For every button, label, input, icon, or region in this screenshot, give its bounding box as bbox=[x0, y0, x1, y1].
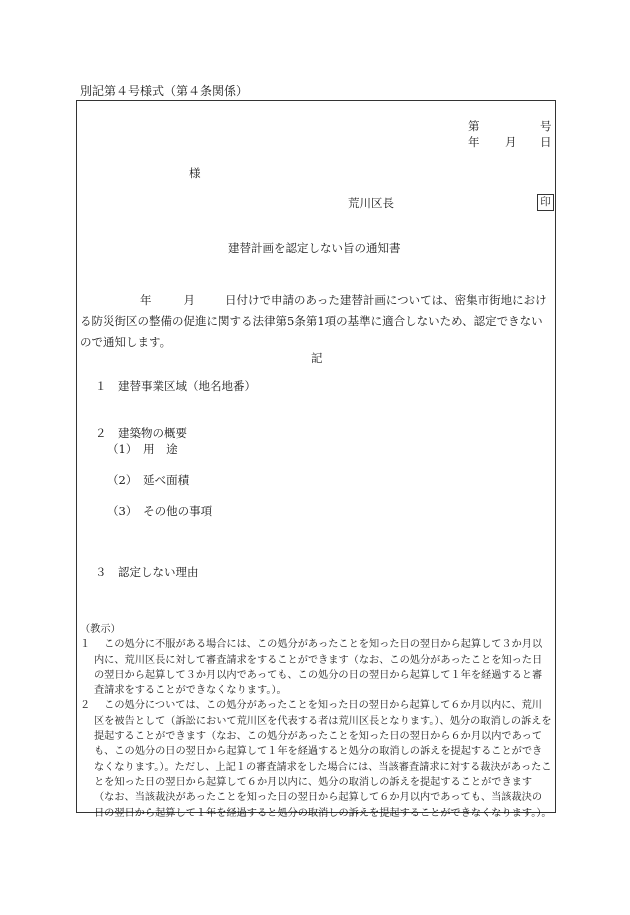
notes-heading: （教示） bbox=[80, 624, 121, 635]
item-2-sub-3: （3） その他の事項 bbox=[107, 504, 213, 518]
date-month: 月 bbox=[505, 135, 517, 149]
item-3: ３ 認定しない理由 bbox=[95, 565, 199, 579]
seal-stamp: 印 bbox=[537, 194, 554, 211]
body-year: 年 bbox=[140, 293, 152, 307]
date-day: 日 bbox=[540, 135, 552, 149]
item-2-sub-2: （2） 延べ面積 bbox=[107, 473, 190, 487]
date-year: 年 bbox=[468, 135, 480, 149]
note-text: この処分に不服がある場合には、この処分があったことを知った日の翌日から起算して３か月以内に、荒川区長に対して審査請求をすることができます（なお、この処分があったことを知った日の翌日から起算して３か月以内であっても、この処分の日の翌日から起算して１年を経過すると審査請求をすることができなくなります。）。 bbox=[94, 639, 543, 697]
note-number: ２ bbox=[80, 700, 91, 712]
note-text: この処分については、この処分があったことを知った日の翌日から起算して６か月以内に、荒川区を被告として（訴訟において荒川区を代表する者は荒川区長となります。）、処分の取消しの訴えを提起することができます（なお、この処分があったことを知った日の翌日から６か月以内であっても、この処分の日の翌日から起算して１年を経過すると処分の取消しの訴えを提起することができなくなります。）。ただし、上記１の審査請求をした場合には、当該審査請求に対する裁決があったことを知った日の翌日から起算して６か月以内に、処分の取消しの訴えを提起することができます（なお、当該裁決があったことを知った日の翌日から起算して６か月以内であっても、当該裁決の日の翌日から起算して１年を経過すると処分の取消しの訴えを提起することができなくなります。）。 bbox=[94, 700, 552, 819]
note-item bbox=[80, 698, 552, 820]
addressee-sama: 様 bbox=[189, 166, 201, 180]
sender: 荒川区長 bbox=[348, 196, 394, 210]
body-text: 日付けで申請のあった建替計画については、密集市街地における防災街区の整備の促進に関する法律第5条第1項の基準に適合しないため、認定できないので通知します。 bbox=[80, 293, 547, 349]
number-prefix: 第 bbox=[468, 119, 480, 133]
body-paragraph bbox=[80, 290, 552, 353]
note-item bbox=[80, 637, 552, 698]
item-2: ２ 建築物の概要 bbox=[95, 426, 187, 440]
note-number: １ bbox=[80, 639, 91, 651]
item-1: １ 建替事業区域（地名地番） bbox=[95, 379, 256, 393]
number-suffix: 号 bbox=[540, 119, 552, 133]
form-label: 別記第４号様式（第４条関係） bbox=[80, 84, 249, 98]
body-month: 月 bbox=[183, 293, 195, 307]
item-2-sub-1: （1） 用 途 bbox=[107, 442, 178, 456]
ki-heading: 記 bbox=[311, 351, 323, 365]
notes-section bbox=[80, 622, 552, 821]
document-title: 建替計画を認定しない旨の通知書 bbox=[228, 241, 401, 255]
